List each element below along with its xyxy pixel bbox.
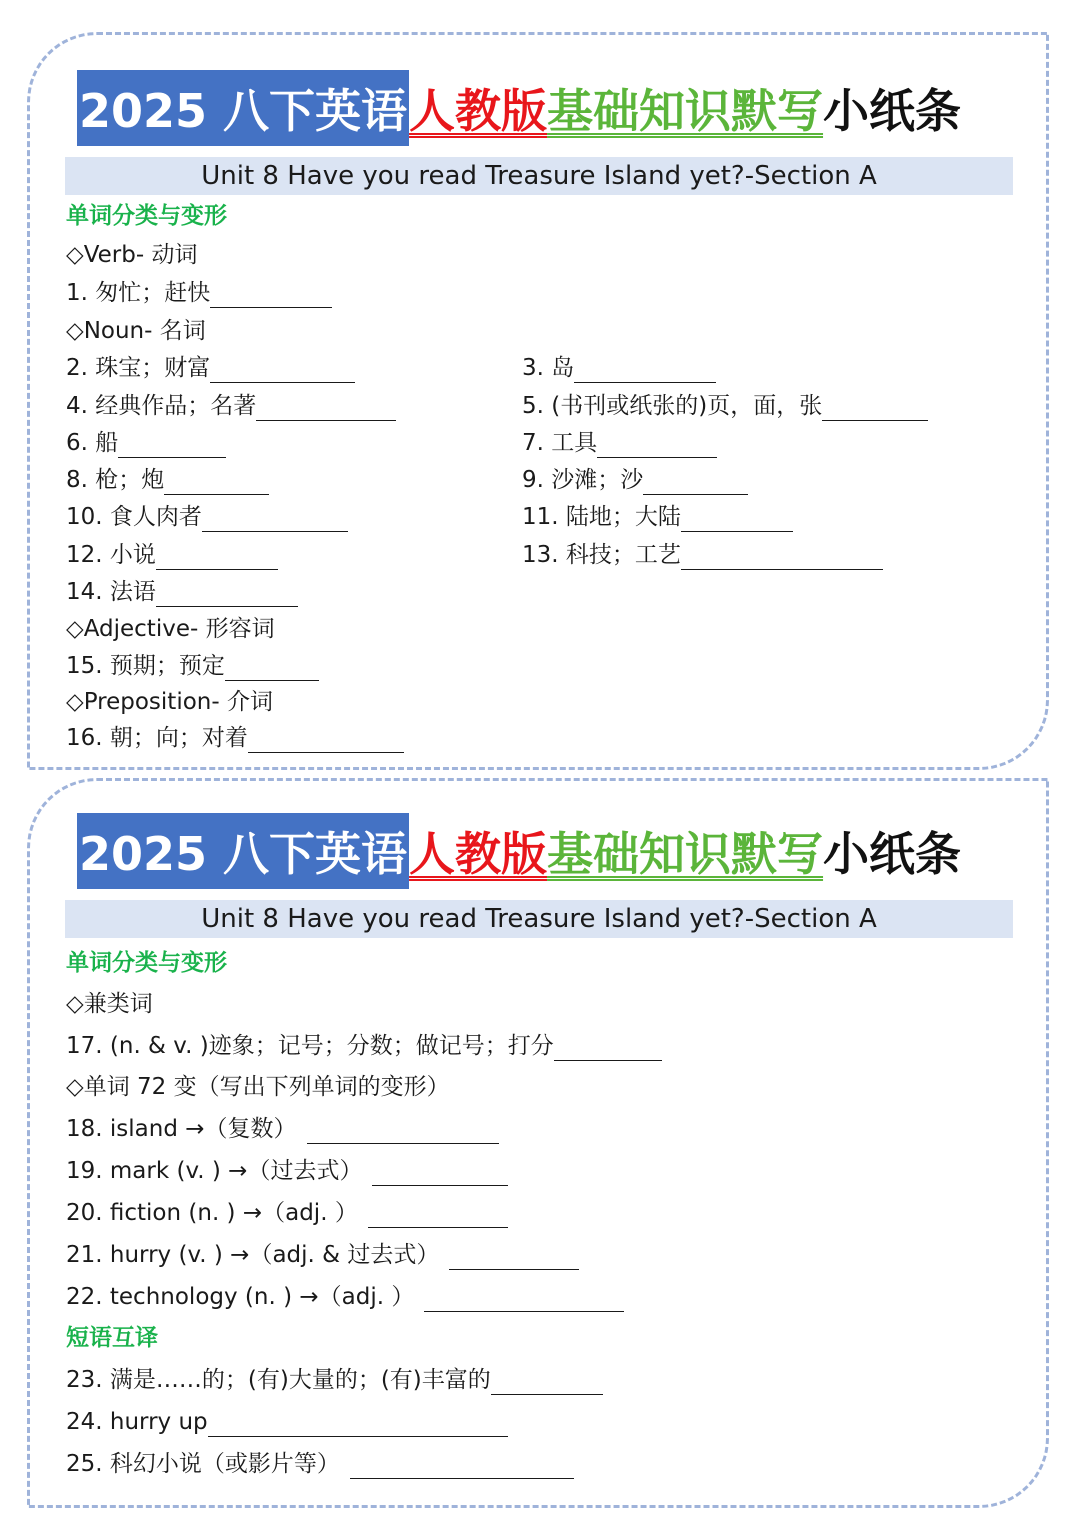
- answer-blank[interactable]: [164, 472, 269, 495]
- question-text: 8. 枪；炮: [66, 467, 165, 493]
- question-20: [66, 1198, 508, 1228]
- question-text: 17. (n. & v. )迹象；记号；分数；做记号；打分: [66, 1033, 554, 1059]
- question-9: [522, 465, 748, 495]
- title-part-edition: 人教版: [409, 84, 548, 138]
- answer-blank[interactable]: [156, 584, 298, 607]
- answer-blank[interactable]: [554, 1038, 662, 1061]
- question-text: 18. island →（复数）: [66, 1116, 297, 1142]
- answer-blank[interactable]: [368, 1205, 508, 1228]
- question-text: 11. 陆地；大陆: [522, 504, 681, 530]
- question-text: 9. 沙滩；沙: [522, 467, 644, 493]
- category-multi-class: ◇兼类词: [66, 991, 153, 1017]
- question-4: [66, 391, 396, 421]
- question-19: [66, 1156, 508, 1186]
- question-text: 25. 科幻小说（或影片等）: [66, 1451, 340, 1477]
- question-text: 7. 工具: [522, 430, 598, 456]
- answer-blank[interactable]: [574, 360, 716, 383]
- unit-title-bar: Unit 8 Have you read Treasure Island yet?-Section A: [65, 157, 1013, 195]
- answer-blank[interactable]: [424, 1289, 624, 1312]
- question-text: 13. 科技；工艺: [522, 542, 681, 568]
- question-5: [522, 391, 928, 421]
- question-25: [66, 1449, 574, 1479]
- title-part-topic: 基础知识默写: [547, 827, 824, 881]
- answer-blank[interactable]: [372, 1163, 508, 1186]
- question-15: [66, 651, 319, 681]
- worksheet-title: [77, 813, 961, 889]
- category-preposition: ◇Preposition- 介词: [66, 689, 273, 715]
- question-18: [66, 1114, 499, 1144]
- question-23: [66, 1365, 603, 1395]
- worksheet-title: [77, 70, 961, 146]
- question-21: [66, 1240, 579, 1270]
- title-part-topic: 基础知识默写: [547, 84, 824, 138]
- question-text: 5. (书刊或纸张的)页，面，张: [522, 393, 823, 419]
- category-verb: ◇Verb- 动词: [66, 242, 198, 268]
- question-11: [522, 502, 793, 532]
- question-text: 23. 满是……的；(有)大量的；(有)丰富的: [66, 1367, 491, 1393]
- question-3: [522, 353, 716, 383]
- question-text: 12. 小说: [66, 542, 156, 568]
- title-part-note: 小纸条: [823, 84, 962, 138]
- section-heading: 单词分类与变形: [66, 950, 227, 976]
- title-part-grade: 2025 八下英语: [77, 70, 409, 146]
- question-7: [522, 428, 717, 458]
- answer-blank[interactable]: [449, 1247, 579, 1270]
- question-text: 6. 船: [66, 430, 119, 456]
- title-part-edition: 人教版: [409, 827, 548, 881]
- question-text: 2. 珠宝；财富: [66, 355, 211, 381]
- question-text: 22. technology (n. ) →（adj. ）: [66, 1284, 415, 1310]
- category-adjective: ◇Adjective- 形容词: [66, 616, 275, 642]
- question-2: [66, 353, 355, 383]
- question-text: 15. 预期；预定: [66, 653, 225, 679]
- question-text: 14. 法语: [66, 579, 156, 605]
- question-10: [66, 502, 348, 532]
- question-8: [66, 465, 269, 495]
- answer-blank[interactable]: [643, 472, 748, 495]
- question-24: [66, 1407, 508, 1437]
- category-noun: ◇Noun- 名词: [66, 318, 206, 344]
- question-text: 10. 食人肉者: [66, 504, 202, 530]
- answer-blank[interactable]: [248, 730, 404, 753]
- question-16: [66, 723, 404, 753]
- answer-blank[interactable]: [156, 547, 278, 570]
- question-13: [522, 540, 883, 570]
- answer-blank[interactable]: [208, 1414, 508, 1437]
- question-text: 4. 经典作品；名著: [66, 393, 257, 419]
- title-part-note: 小纸条: [823, 827, 962, 881]
- answer-blank[interactable]: [822, 398, 928, 421]
- answer-blank[interactable]: [597, 435, 717, 458]
- question-text: 20. fiction (n. ) →（adj. ）: [66, 1200, 358, 1226]
- answer-blank[interactable]: [307, 1121, 499, 1144]
- question-17: [66, 1031, 662, 1061]
- question-text: 3. 岛: [522, 355, 575, 381]
- question-14: [66, 577, 298, 607]
- answer-blank[interactable]: [256, 398, 396, 421]
- answer-blank[interactable]: [681, 547, 883, 570]
- question-6: [66, 428, 226, 458]
- answer-blank[interactable]: [681, 509, 793, 532]
- answer-blank[interactable]: [210, 360, 355, 383]
- answer-blank[interactable]: [225, 658, 319, 681]
- answer-blank[interactable]: [202, 509, 348, 532]
- question-text: 21. hurry (v. ) →（adj. & 过去式）: [66, 1242, 440, 1268]
- question-text: 19. mark (v. ) →（过去式）: [66, 1158, 363, 1184]
- answer-blank[interactable]: [350, 1456, 574, 1479]
- section-heading: 单词分类与变形: [66, 203, 227, 229]
- question-text: 24. hurry up: [66, 1409, 208, 1435]
- answer-blank[interactable]: [210, 285, 332, 308]
- question-text: 16. 朝；向；对着: [66, 725, 248, 751]
- question-22: [66, 1282, 624, 1312]
- unit-title-bar: Unit 8 Have you read Treasure Island yet?-Section A: [65, 900, 1013, 938]
- category-word-forms: ◇单词 72 变（写出下列单词的变形）: [66, 1074, 450, 1100]
- phrase-heading: 短语互译: [66, 1325, 158, 1351]
- question-text: 1. 匆忙；赶快: [66, 280, 211, 306]
- title-part-grade: 2025 八下英语: [77, 813, 409, 889]
- answer-blank[interactable]: [491, 1372, 603, 1395]
- question-1: [66, 278, 332, 308]
- question-12: [66, 540, 278, 570]
- answer-blank[interactable]: [118, 435, 226, 458]
